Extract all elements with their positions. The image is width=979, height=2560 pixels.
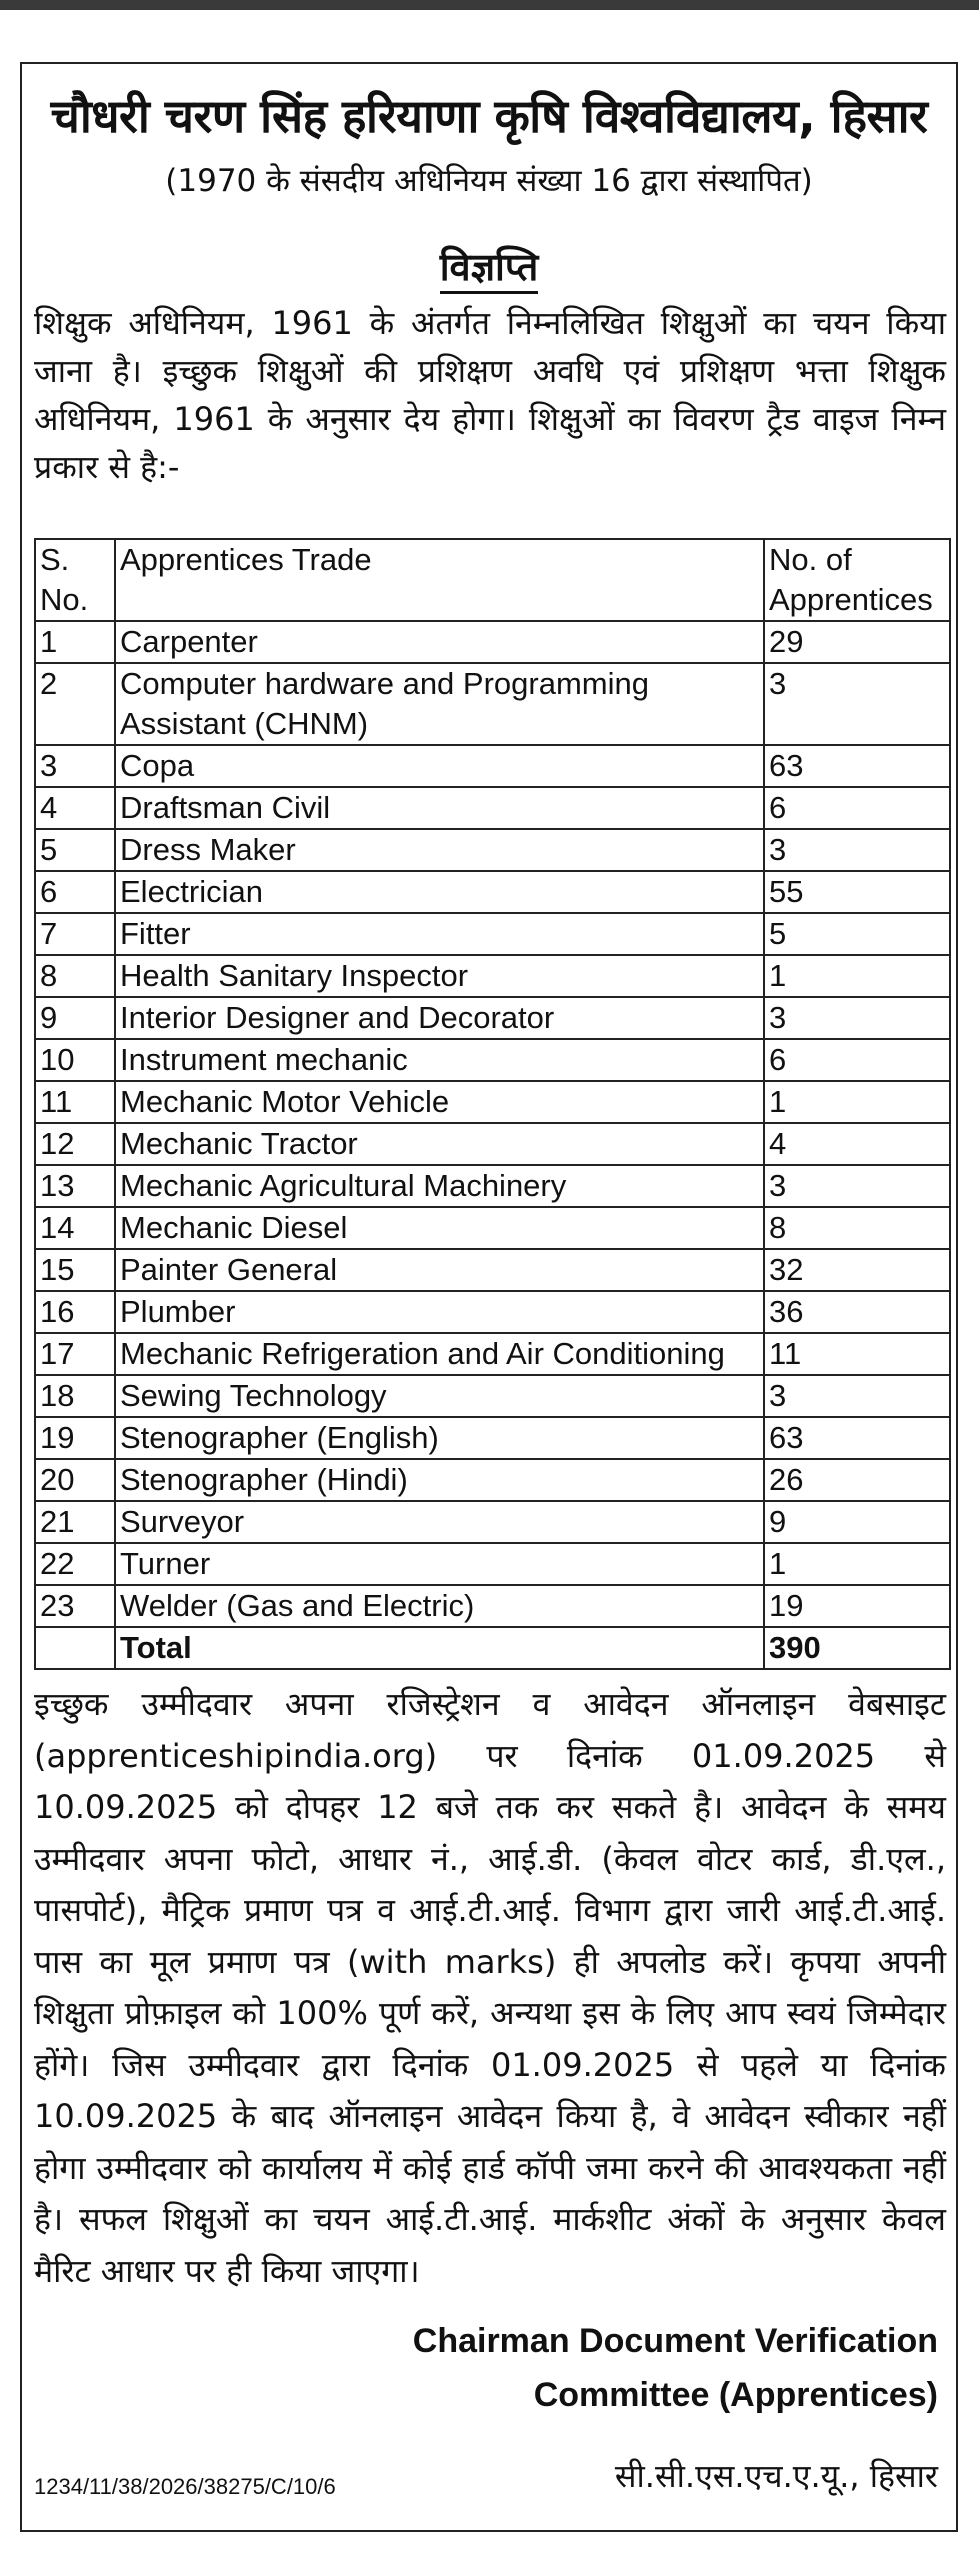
table-row — [35, 1081, 950, 1123]
cell-trade: Sewing Technology — [115, 1375, 764, 1417]
cell-sno: 22 — [35, 1543, 115, 1585]
cell-sno: 1 — [35, 621, 115, 663]
table-row — [35, 1501, 950, 1543]
cell-count: 32 — [764, 1249, 950, 1291]
university-subtitle: (1970 के संसदीय अधिनियम संख्या 16 द्वारा संस्थापित) — [165, 163, 813, 199]
signature-block — [413, 2314, 938, 2422]
cell-total-label: Total — [115, 1627, 764, 1669]
cell-sno: 7 — [35, 913, 115, 955]
cell-trade: Dress Maker — [115, 829, 764, 871]
top-border-bar — [0, 0, 979, 10]
table-row — [35, 1039, 950, 1081]
table-row — [35, 1249, 950, 1291]
cell-count: 29 — [764, 621, 950, 663]
signature-line-2: Committee (Apprentices) — [533, 2376, 938, 2414]
cell-sno: 11 — [35, 1081, 115, 1123]
cell-count: 8 — [764, 1207, 950, 1249]
cell-trade: Plumber — [115, 1291, 764, 1333]
total-row — [35, 1627, 950, 1669]
table-row — [35, 663, 950, 745]
table-row — [35, 621, 950, 663]
cell-sno: 15 — [35, 1249, 115, 1291]
cell-trade: Mechanic Refrigeration and Air Conditioning — [115, 1333, 764, 1375]
cell-count: 1 — [764, 955, 950, 997]
header-trade: Apprentices Trade — [115, 539, 764, 621]
cell-count: 1 — [764, 1081, 950, 1123]
header-sno: S. No. — [35, 539, 115, 621]
cell-trade: Turner — [115, 1543, 764, 1585]
signature-place: सी.सी.एस.एच.ए.यू., हिसार — [614, 2457, 938, 2495]
cell-trade: Painter General — [115, 1249, 764, 1291]
cell-sno: 18 — [35, 1375, 115, 1417]
cell-count: 55 — [764, 871, 950, 913]
cell-sno: 13 — [35, 1165, 115, 1207]
cell-sno: 10 — [35, 1039, 115, 1081]
cell-count: 19 — [764, 1585, 950, 1627]
cell-sno: 12 — [35, 1123, 115, 1165]
cell-trade: Mechanic Tractor — [115, 1123, 764, 1165]
cell-count: 3 — [764, 1165, 950, 1207]
cell-trade: Copa — [115, 745, 764, 787]
cell-sno: 17 — [35, 1333, 115, 1375]
cell-count: 63 — [764, 745, 950, 787]
cell-count: 6 — [764, 1039, 950, 1081]
cell-sno: 23 — [35, 1585, 115, 1627]
table-row — [35, 787, 950, 829]
table-header-row — [35, 539, 950, 621]
table-row — [35, 955, 950, 997]
cell-total-blank — [35, 1627, 115, 1669]
table-row — [35, 913, 950, 955]
cell-count: 36 — [764, 1291, 950, 1333]
table-row — [35, 1585, 950, 1627]
header-count: No. of Apprentices — [764, 539, 950, 621]
table-row — [35, 1207, 950, 1249]
table-row — [35, 1291, 950, 1333]
cell-trade: Health Sanitary Inspector — [115, 955, 764, 997]
cell-sno: 21 — [35, 1501, 115, 1543]
table-body — [35, 621, 950, 1669]
cell-trade: Instrument mechanic — [115, 1039, 764, 1081]
reference-number: 1234/11/38/2026/38275/C/10/6 — [34, 2474, 336, 2499]
cell-sno: 14 — [35, 1207, 115, 1249]
cell-sno: 3 — [35, 745, 115, 787]
university-title: चौधरी चरण सिंह हरियाणा कृषि विश्वविद्यालय, हिसार — [50, 89, 928, 143]
cell-count: 3 — [764, 1375, 950, 1417]
apprentices-table — [34, 538, 951, 1670]
notice-document — [20, 62, 958, 2532]
cell-trade: Surveyor — [115, 1501, 764, 1543]
table-row — [35, 1333, 950, 1375]
table-row — [35, 745, 950, 787]
table-row — [35, 871, 950, 913]
cell-total-value: 390 — [764, 1627, 950, 1669]
cell-trade: Draftsman Civil — [115, 787, 764, 829]
cell-sno: 20 — [35, 1459, 115, 1501]
cell-count: 6 — [764, 787, 950, 829]
cell-count: 4 — [764, 1123, 950, 1165]
table-row — [35, 1543, 950, 1585]
cell-count: 11 — [764, 1333, 950, 1375]
cell-count: 5 — [764, 913, 950, 955]
intro-paragraph: शिक्षुक अधिनियम, 1961 के अंतर्गत निम्नलिखित शिक्षुओं का चयन किया जाना है। इच्छुक शिक्षुओं की प्रशिक्षण अवधि एवं प्रशिक्षण भत्ता शिक्षुक अधिनियम, 1961 के अनुसार देय होगा। शिक्षुओं का विवरण ट्रैड वाइज निम्न प्रकार से है:- — [34, 304, 946, 486]
cell-count: 26 — [764, 1459, 950, 1501]
table-row — [35, 829, 950, 871]
cell-sno: 5 — [35, 829, 115, 871]
cell-trade: Computer hardware and Programming Assistant (CHNM) — [115, 663, 764, 745]
table-row — [35, 1459, 950, 1501]
cell-count: 9 — [764, 1501, 950, 1543]
application-instructions: इच्छुक उम्मीदवार अपना रजिस्ट्रेशन व आवेदन ऑनलाइन वेबसाइट (apprenticeshipindia.org) पर दिनांक 01.09.2025 से 10.09.2025 को दोपहर 12 बजे तक कर सकते है। आवेदन के समय उम्मीदवार अपना फोटो, आधार नं., आई.डी. (केवल वोटर कार्ड, डी.एल., पासपोर्ट), मैट्रिक प्रमाण पत्र व आई.टी.आई. विभाग द्वारा जारी आई.टी.आई. पास का मूल प्रमाण पत्र (with marks) ही अपलोड करें। कृपया अपनी शिक्षुता प्रोफ़ाइल को 100% पूर्ण करें, अन्यथा इस के लिए आप स्वयं जिम्मेदार होंगे। जिस उम्मीदवार द्वारा दिनांक 01.09.2025 से पहले या दिनांक 10.09.2025 के बाद ऑनलाइन आवेदन किया है, वे आवेदन स्वीकार नहीं होगा उम्मीदवार को कार्यालय में कोई हार्ड कॉपी जमा करने की आवश्यकता नहीं है। सफल शिक्षुओं का चयन आई.टी.आई. मार्कशीट अंकों के अनुसार केवल मैरिट आधार पर ही किया जाएगा। — [34, 1685, 946, 2290]
cell-count: 1 — [764, 1543, 950, 1585]
table-row — [35, 997, 950, 1039]
table-row — [35, 1417, 950, 1459]
cell-trade: Interior Designer and Decorator — [115, 997, 764, 1039]
cell-count: 3 — [764, 997, 950, 1039]
cell-sno: 19 — [35, 1417, 115, 1459]
notice-heading — [22, 240, 956, 292]
cell-trade: Mechanic Motor Vehicle — [115, 1081, 764, 1123]
cell-trade: Stenographer (English) — [115, 1417, 764, 1459]
cell-sno: 6 — [35, 871, 115, 913]
cell-count: 3 — [764, 829, 950, 871]
cell-count: 63 — [764, 1417, 950, 1459]
table-row — [35, 1123, 950, 1165]
cell-trade: Mechanic Agricultural Machinery — [115, 1165, 764, 1207]
cell-sno: 8 — [35, 955, 115, 997]
cell-trade: Electrician — [115, 871, 764, 913]
cell-trade: Welder (Gas and Electric) — [115, 1585, 764, 1627]
signature-line-1: Chairman Document Verification — [412, 2322, 938, 2360]
table-row — [35, 1165, 950, 1207]
cell-trade: Stenographer (Hindi) — [115, 1459, 764, 1501]
cell-sno: 9 — [35, 997, 115, 1039]
cell-sno: 4 — [35, 787, 115, 829]
table-row — [35, 1375, 950, 1417]
cell-trade: Mechanic Diesel — [115, 1207, 764, 1249]
cell-sno: 2 — [35, 663, 115, 745]
cell-sno: 16 — [35, 1291, 115, 1333]
notice-heading-text: विज्ञप्ति — [440, 245, 539, 294]
cell-trade: Fitter — [115, 913, 764, 955]
cell-trade: Carpenter — [115, 621, 764, 663]
cell-count: 3 — [764, 663, 950, 745]
